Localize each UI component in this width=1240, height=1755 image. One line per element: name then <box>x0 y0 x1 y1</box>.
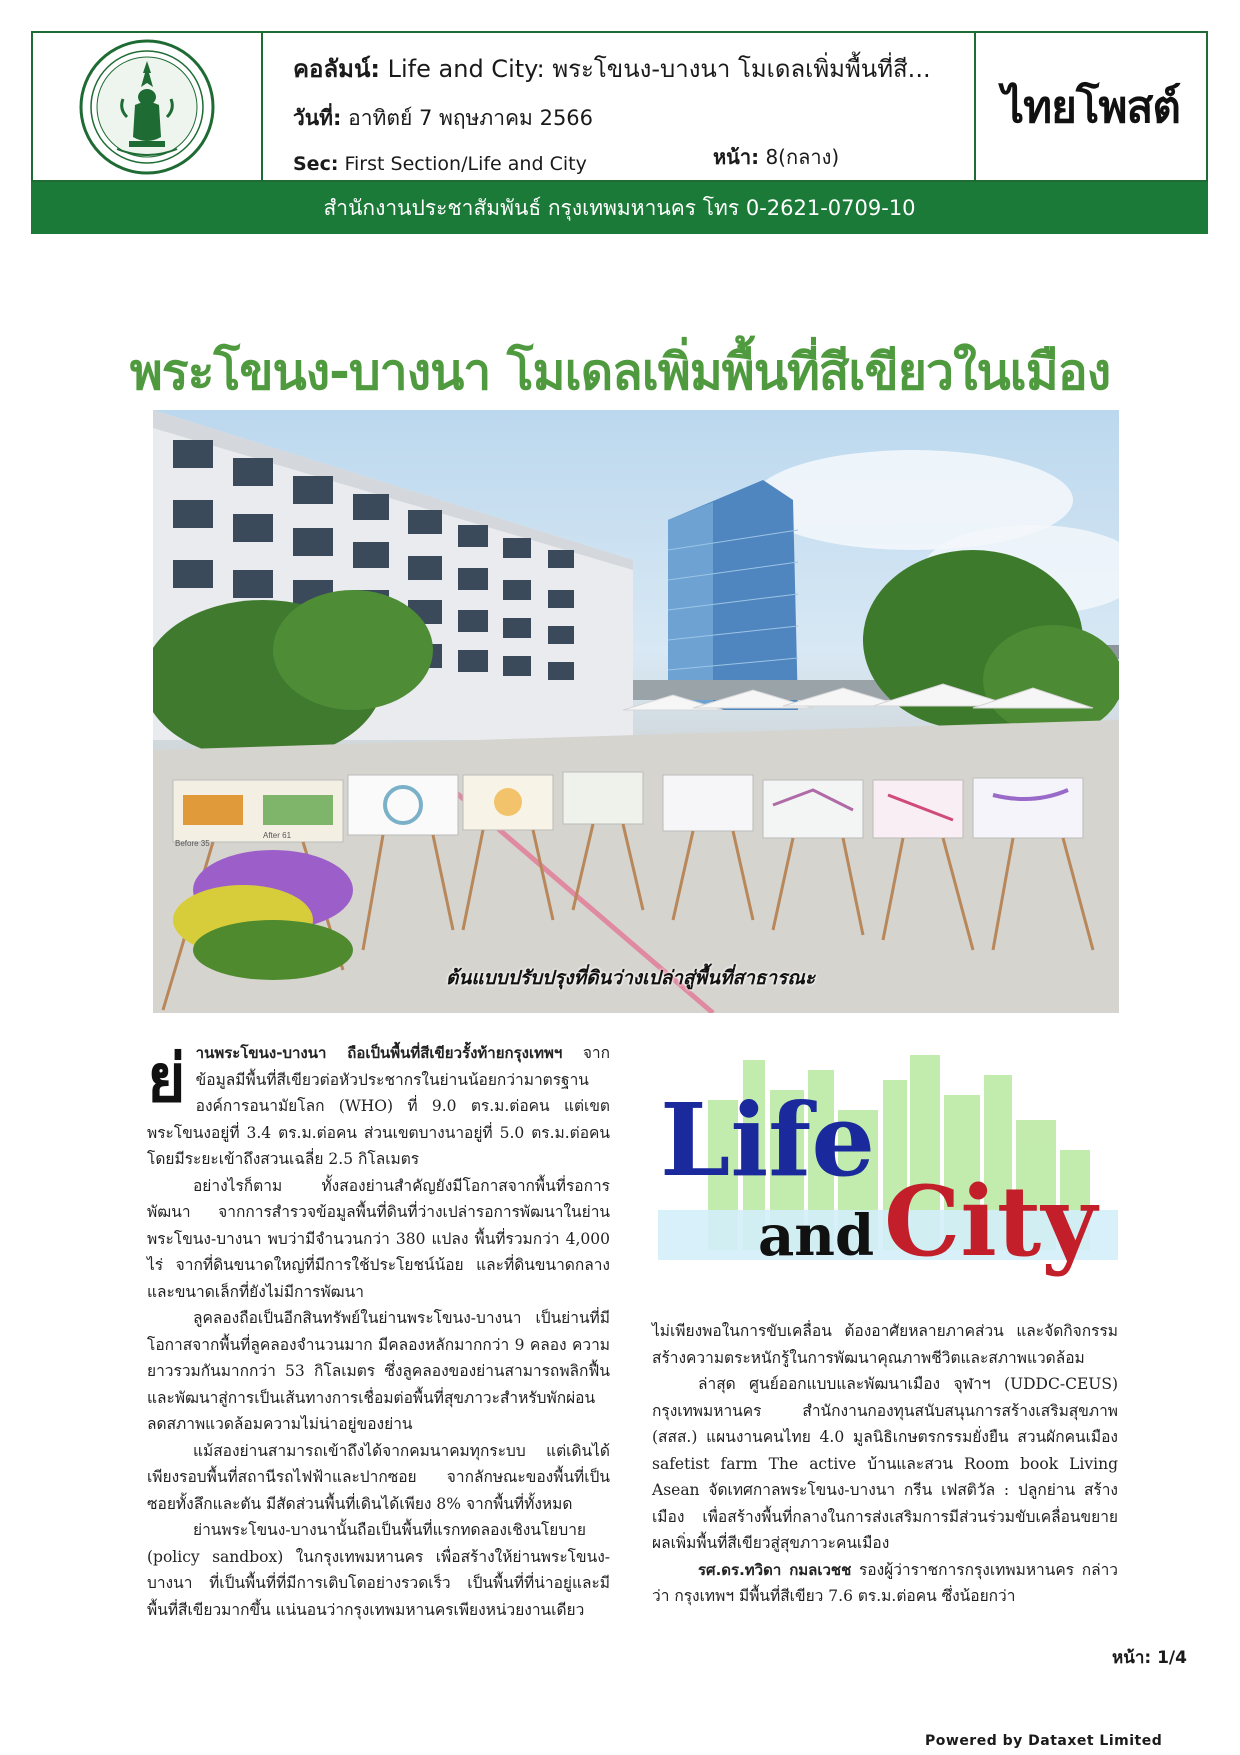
publication-logo: ไทยโพสต์ <box>1002 81 1180 133</box>
lead-sentence: านพระโขนง-บางนา ถือเป็นพื้นที่สีเขียวรั้งท้ายกรุงเทพฯ <box>195 1044 563 1062</box>
clipping-header <box>31 31 1208 182</box>
page-ref <box>713 141 839 173</box>
section-line <box>293 153 974 175</box>
section-label: Sec: <box>293 153 339 175</box>
article-paragraph: อย่างไรก็ตาม ทั้งสองย่านสำคัญยังมีโอกาสจากพื้นที่รอการพัฒนา จากการสำรวจข้อมูลพื้นที่ดินที่ว่างเปล่ารอการพัฒนาในย่านพระโขนง-บางนา พบว่ามีจำนวนกว่า 380 แปลง พื้นที่รวมกว่า 4,000 ไร่ จากที่ดินขนาดใหญ่ที่มีการใช้ประโยชน์น้อย และที่ดินขนาดกลางและขนาดเล็กที่ยังไม่มีการพัฒนา <box>147 1176 610 1301</box>
clipping-info <box>263 33 976 180</box>
city-word: City <box>884 1165 1097 1278</box>
life-and-city-logo <box>648 1040 1124 1305</box>
drop-cap: ย่ <box>147 1040 186 1117</box>
news-photo <box>153 410 1119 1013</box>
headline: พระโขนง-บางนา โมเดลเพิ่มพื้นที่สีเขียวในเมือง <box>129 343 1111 401</box>
article-paragraph <box>652 1557 1118 1610</box>
column-line <box>293 49 974 88</box>
date-value: อาทิตย์ 7 พฤษภาคม 2566 <box>348 106 594 130</box>
life-and-city-graphic <box>648 1040 1124 1305</box>
column-label: คอลัมน์: <box>293 55 380 83</box>
article-paragraph: แม้สองย่านสามารถเข้าถึงได้จากคมนาคมทุกระบบ แต่เดินได้เพียงรอบพื้นที่สถานีรถไฟฟ้าและปากซอย จากลักษณะของพื้นที่เป็นซอยทั้งลึกและตัน มีสัดส่วนพื้นที่เดินได้เพียง 8% จากพื้นที่ทั้งหมด <box>147 1441 610 1513</box>
article-paragraph: ล่าสุด ศูนย์ออกแบบและพัฒนาเมือง จุฬาฯ (UDDC-CEUS) กรุงเทพมหานคร สำนักงานกองทุนสนับสนุนการสร้างเสริมสุขภาพ (สสส.) แผนงานคนไทย 4.0 มูลนิธิเกษตรกรรมยั่งยืน สวนผักคนเมือง safetist farm The active บ้านและสวน Room book Living Asean จัดเทศกาลพระโขนง-บางนา กรีน เฟสติวัล : ปลูกย่าน สร้างเมือง เพื่อสร้างพื้นที่กลางในการส่งเสริมการมีส่วนร่วมขับเคลื่อนขยายผลเพิ่มพื้นที่สีเขียวสู่สุขภาวะคนเมือง <box>652 1375 1118 1552</box>
paragraph-text: รองผู้ว่าราชการกรุงเทพมหานคร กล่าวว่า กรุงเทพฯ มีพื้นที่สีเขียว 7.6 ตร.ม.ต่อคน ซึ่งน้อยกว่า <box>652 1560 1118 1605</box>
date-line <box>293 102 974 135</box>
article-paragraph: ย่านพระโขนง-บางนานั้นถือเป็นพื้นที่แรกทดลองเชิงนโยบาย (policy sandbox) ในกรุงเทพมหานคร เพื่อสร้างให้ย่านพระโขนง-บางนา ที่เป็นพื้นที่ที่มีการเติบโตอย่างรวดเร็ว เป็นพื้นที่ที่น่าอยู่และมีพื้นที่สีเขียวมากขึ้น แน่นอนว่ากรุงเทพมหานครเพียงหน่วยงานเดียว <box>147 1521 610 1619</box>
quoted-person: รศ.ดร.ทวิดา กมลเวชช <box>698 1560 852 1579</box>
article-paragraph: ลูคลองถือเป็นอีกสินทรัพย์ในย่านพระโขนง-บางนา เป็นย่านที่มีโอกาสจากพื้นที่ลูคลองจำนวนมาก มีคลองหลักมากกว่า 9 คลอง ความยาวรวมกันมากกว่า 53 กิโลเมตร ซึ่งลูคลองของย่านสามารถพลิกฟื้นและพัฒนาสู่การเป็นเส้นทางการเชื่อมต่อพื้นที่สุขภาวะสำหรับพักผ่อน ลดสภาพแวดล้อมความไม่น่าอยู่ของย่าน <box>147 1309 610 1433</box>
life-word: Life <box>660 1081 875 1199</box>
and-word: and <box>758 1203 875 1269</box>
article-column-left <box>147 1040 610 1623</box>
powered-by: Powered by Dataxet Limited <box>925 1733 1163 1749</box>
date-label: วันที่: <box>293 106 342 130</box>
page-value: 8(กลาง) <box>765 145 840 169</box>
office-bar: สำนักงานประชาสัมพันธ์ กรุงเทพมหานคร โทร 0-2621-0709-10 <box>31 182 1208 234</box>
publication-cell <box>976 33 1206 180</box>
photo-caption: ต้นแบบปรับปรุงที่ดินว่างเปล่าสู่พื้นที่สาธารณะ <box>446 967 816 989</box>
board-label-before: Before 35 <box>175 839 210 848</box>
column-value: Life and City: พระโขนง-บางนา โมเดลเพิ่มพื้นที่สี... <box>387 55 931 83</box>
page-label: หน้า: <box>713 145 760 169</box>
article-paragraph: ไม่เพียงพอในการขับเคลื่อน ต้องอาศัยหลายภาคส่วน และจัดกิจกรรมสร้างความตระหนักรู้ในการพัฒนาคุณภาพชีวิตและสภาพแวดล้อม <box>652 1322 1118 1367</box>
bma-seal-cell <box>33 33 263 180</box>
page-number: หน้า: 1/4 <box>1112 1648 1187 1668</box>
bma-seal-icon <box>77 37 217 177</box>
paragraph-text: จากข้อมูลมีพื้นที่สีเขียวต่อหัวประชากรในย่านน้อยกว่ามาตรฐานองค์การอนามัยโลก (WHO) ที่ 9.0 ตร.ม.ต่อคน แต่เขตพระโขนงอยู่ที่ 3.4 ตร.ม.ต่อคน ส่วนเขตบางนาอยู่ที่ 5.0 ตร.ม.ต่อคน โดยมีระยะเข้าถึงสวนเฉลี่ย 2.5 กิโลเมตร <box>147 1044 610 1168</box>
section-value: First Section/Life and City <box>344 153 587 175</box>
article-paragraph <box>147 1040 610 1173</box>
article-column-right <box>652 1318 1118 1610</box>
exhibition-photo-illustration <box>153 410 1119 1013</box>
board-label-after: After 61 <box>263 831 292 840</box>
